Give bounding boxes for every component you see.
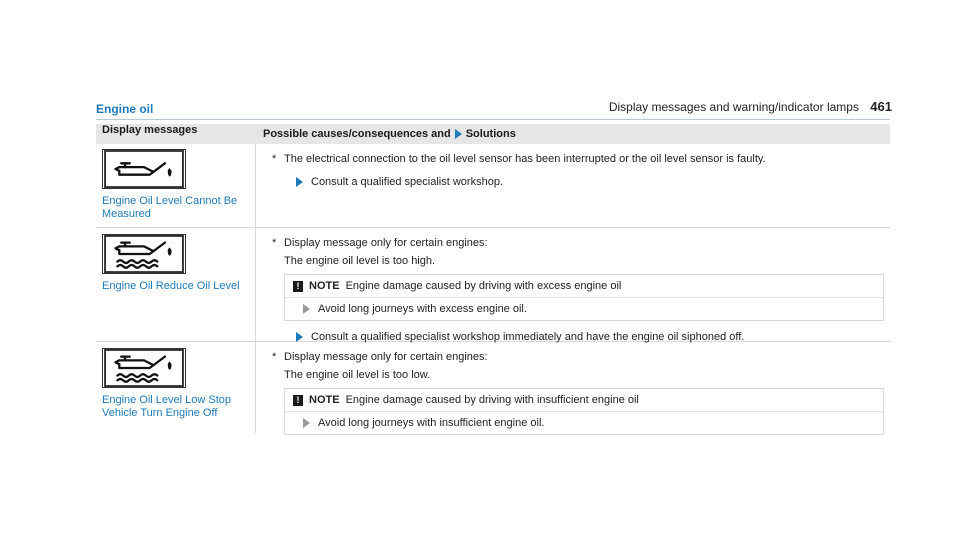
- note-label: NOTE: [309, 394, 340, 406]
- note-action-text: Avoid long journeys with insufficient engine oil.: [318, 417, 545, 429]
- note-header: [285, 389, 883, 412]
- table-row: [96, 144, 890, 228]
- display-message-label: Engine Oil Level Cannot Be Measured: [102, 195, 238, 220]
- cause-text: Display message only for certain engines:: [284, 351, 488, 363]
- cause-detail: The engine oil level is too low.: [284, 369, 431, 381]
- oil-can-waves-icon: [102, 234, 186, 274]
- note-action: [285, 412, 883, 434]
- note-label: NOTE: [309, 280, 340, 292]
- cause-detail: The engine oil level is too high.: [284, 255, 436, 267]
- play-arrow-icon: [303, 304, 310, 314]
- col-header-causes-prefix: Possible causes/consequences and: [263, 128, 451, 140]
- oil-can-waves-icon: [102, 348, 186, 388]
- note-action-text: Avoid long journeys with excess engine oil.: [318, 303, 527, 315]
- causes-cell: [256, 228, 890, 341]
- col-header-solutions: Solutions: [465, 128, 516, 140]
- warning-icon: !: [293, 281, 303, 292]
- footnote-marker: *: [272, 153, 277, 165]
- play-arrow-icon: [296, 332, 303, 342]
- note-text: Engine damage caused by driving with insufficient engine oil: [345, 394, 639, 406]
- section-title: Engine oil: [96, 102, 154, 116]
- display-message-cell: [96, 342, 256, 433]
- table-header: [96, 124, 890, 144]
- causes-cell: [256, 144, 890, 227]
- display-message-label: Engine Oil Level Low Stop Vehicle Turn Engine Off: [102, 394, 232, 419]
- col-header-display-messages: Display messages: [102, 124, 198, 136]
- note-box: [284, 274, 884, 321]
- play-arrow-icon: [455, 129, 462, 139]
- display-message-cell: [96, 144, 256, 227]
- play-arrow-icon: [296, 177, 303, 187]
- page-header-title: Display messages and warning/indicator lamps: [608, 100, 859, 114]
- messages-table: [96, 124, 890, 433]
- display-message-cell: [96, 228, 256, 341]
- page-header: [609, 99, 892, 114]
- col-header-causes: [255, 124, 890, 144]
- table-row: [96, 342, 890, 433]
- note-box: [284, 388, 884, 435]
- note-text: Engine damage caused by driving with excess engine oil: [345, 280, 622, 292]
- solution-text: Consult a qualified specialist workshop immediately and have the engine oil siphoned off.: [311, 331, 745, 343]
- play-arrow-icon: [303, 418, 310, 428]
- cause-text: Display message only for certain engines:: [284, 237, 488, 249]
- oil-can-icon: [102, 149, 186, 189]
- display-message-label: Engine Oil Reduce Oil Level: [102, 280, 240, 292]
- cause-text: The electrical connection to the oil level sensor has been interrupted or the oil level sensor is faulty.: [284, 153, 766, 165]
- footnote-marker: *: [272, 237, 277, 249]
- note-action: [285, 298, 883, 320]
- page-number: 461: [870, 99, 892, 114]
- causes-cell: [256, 342, 890, 433]
- solution-text: Consult a qualified specialist workshop.: [311, 176, 503, 188]
- note-header: [285, 275, 883, 298]
- warning-icon: !: [293, 395, 303, 406]
- table-row: [96, 228, 890, 342]
- footnote-marker: *: [272, 351, 277, 363]
